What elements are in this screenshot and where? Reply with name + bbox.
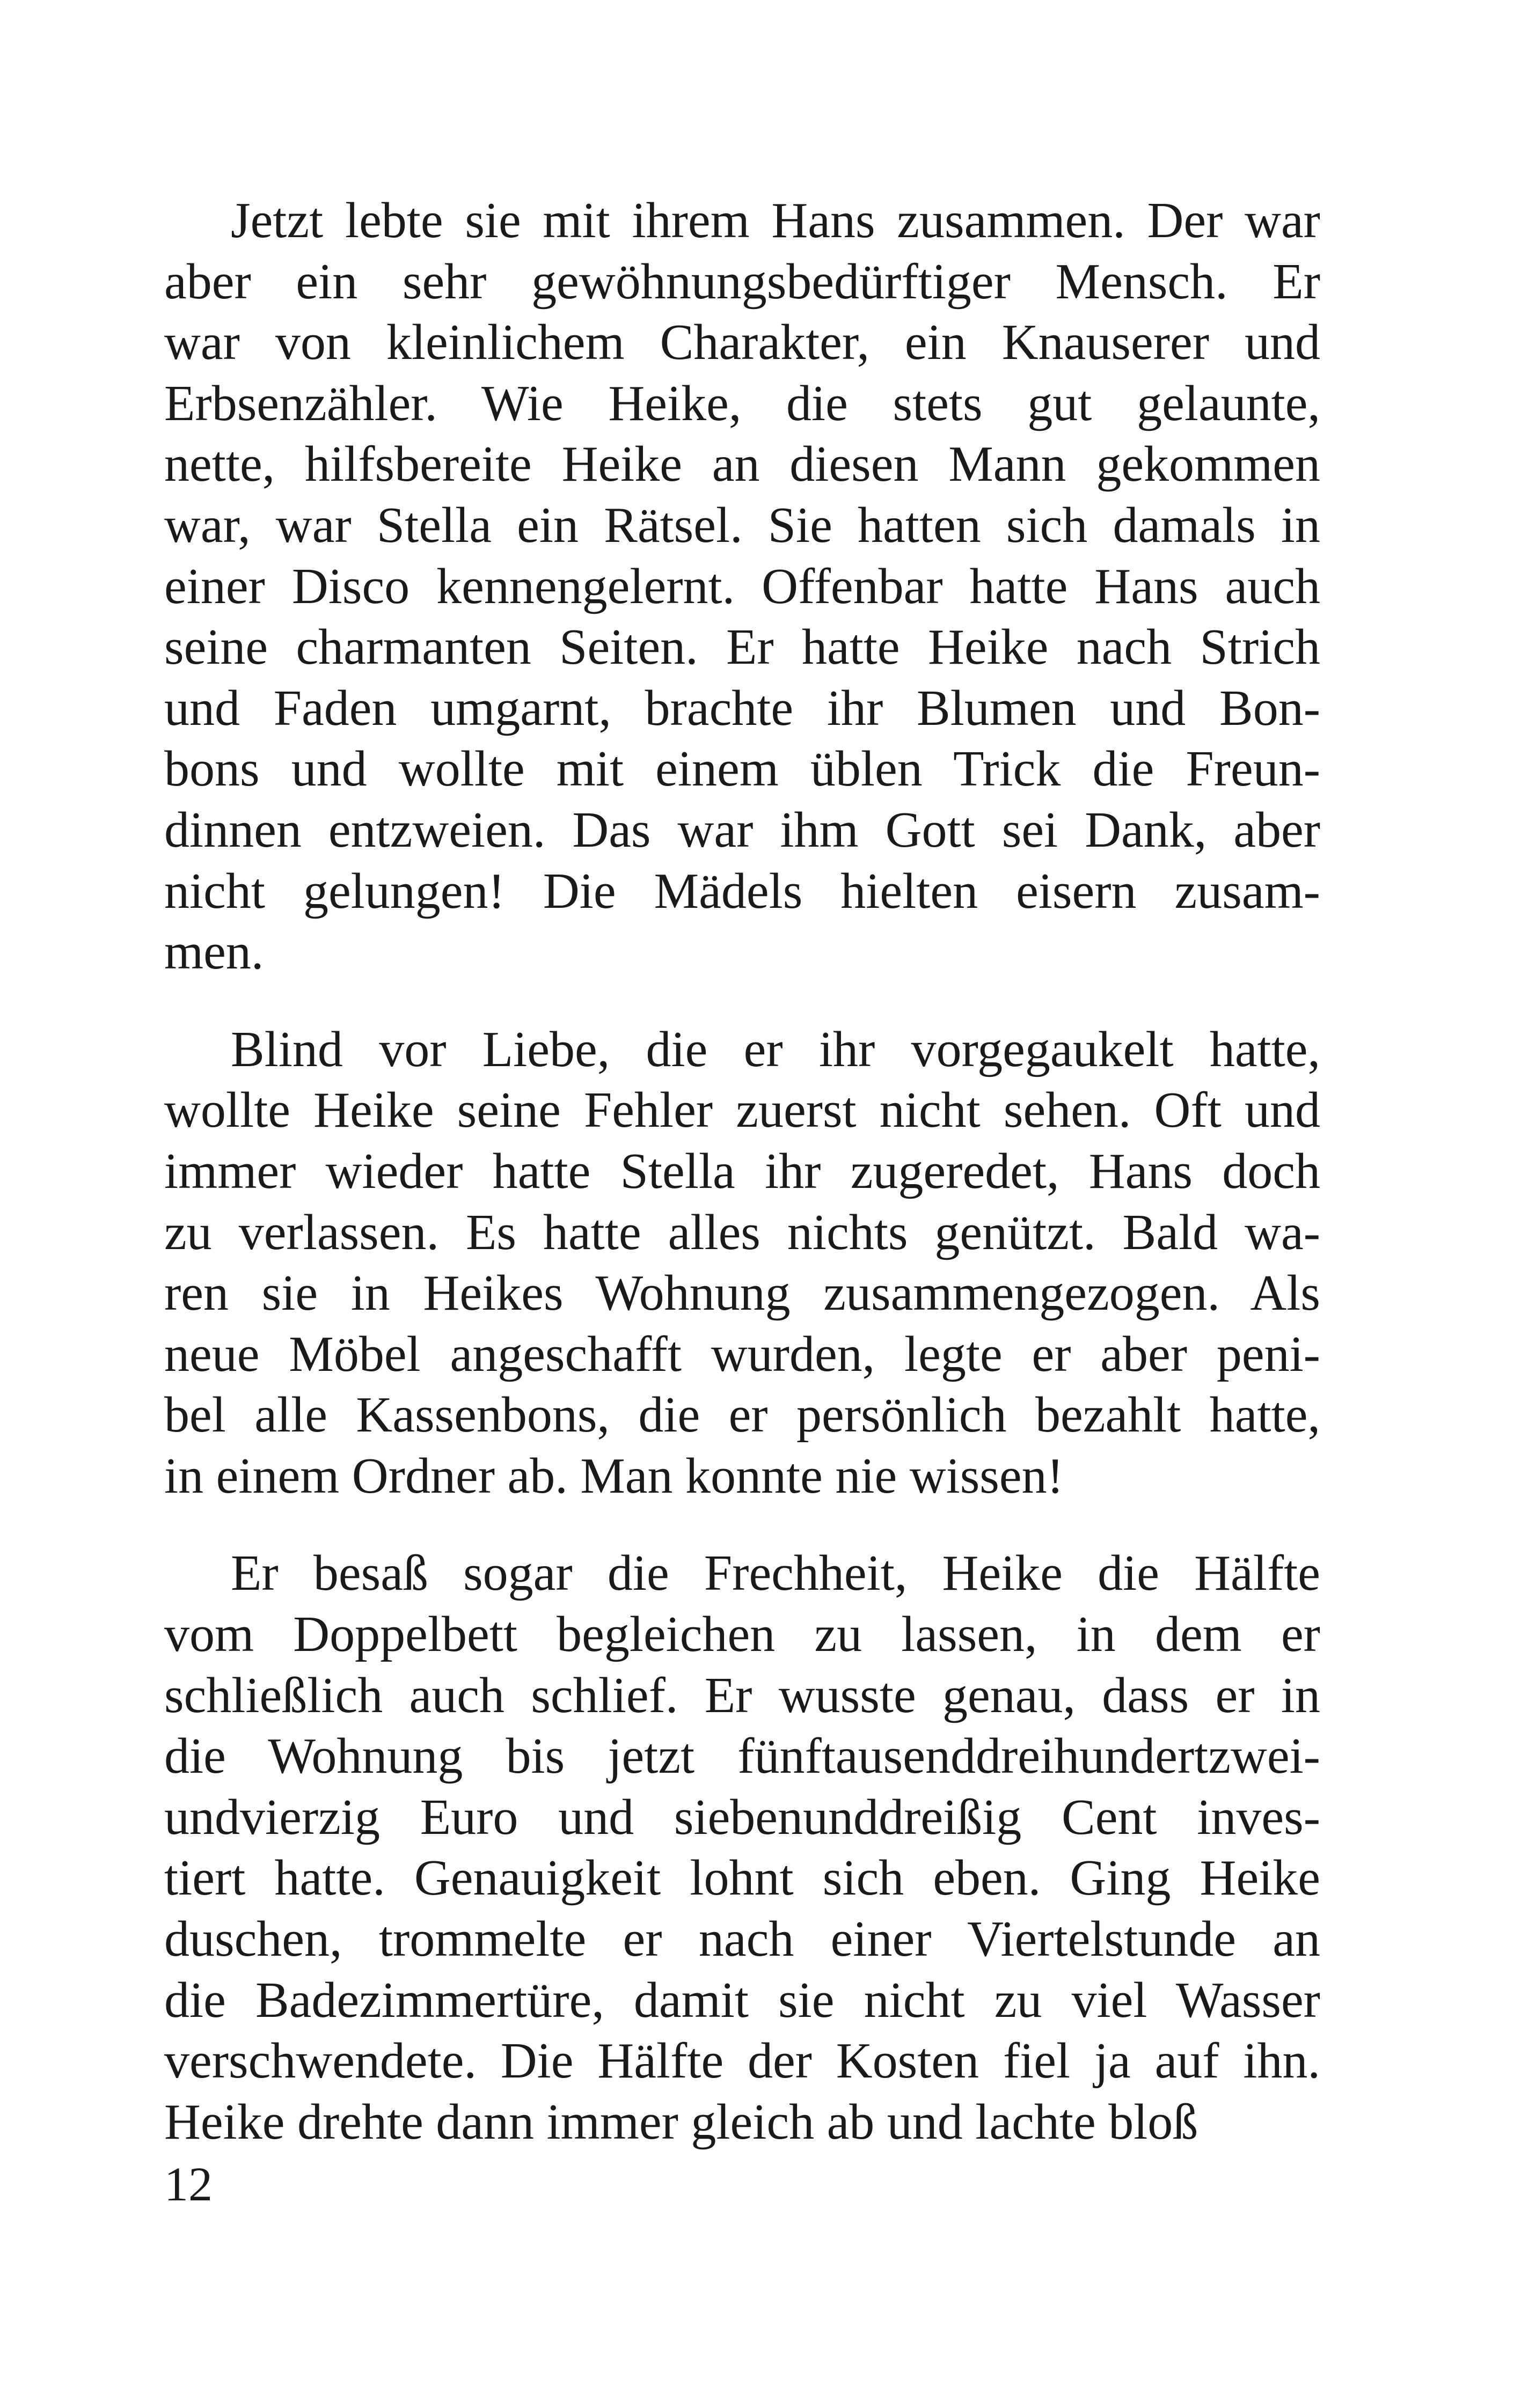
page-number: 12 — [164, 2158, 213, 2211]
text-line: einer Disco kennengelernt. Offenbar hatte Hans auch — [164, 558, 1320, 614]
text-line: neue Möbel angeschafft wurden, legte er aber peni- — [164, 1326, 1320, 1382]
text-line: dinnen entzweien. Das war ihm Gott sei Dank, aber — [164, 802, 1320, 858]
text-line: die Badezimmertüre, damit sie nicht zu viel Wasser — [164, 1972, 1320, 2028]
text-line: ren sie in Heikes Wohnung zusammengezogen. Als — [164, 1265, 1320, 1322]
text-line: immer wieder hatte Stella ihr zugeredet, Hans doch — [164, 1143, 1320, 1199]
text-line: zu verlassen. Es hatte alles nichts genützt. Bald wa- — [164, 1204, 1320, 1260]
text-line: men. — [164, 924, 264, 980]
text-line: die Wohnung bis jetzt fünftausenddreihundertzwei- — [164, 1728, 1320, 1785]
text-line: aber ein sehr gewöhnungsbedürftiger Mensch. Er — [164, 253, 1320, 310]
text-line: tiert hatte. Genauigkeit lohnt sich eben. Ging Heike — [164, 1850, 1320, 1906]
text-line: war von kleinlichem Charakter, ein Knauserer und — [164, 314, 1320, 371]
text-line: vom Doppelbett begleichen zu lassen, in dem er — [164, 1606, 1320, 1663]
text-line: Erbsenzähler. Wie Heike, die stets gut gelaunte, — [164, 375, 1320, 431]
text-line: bons und wollte mit einem üblen Trick die Freun- — [164, 741, 1320, 797]
text-line: seine charmanten Seiten. Er hatte Heike nach Strich — [164, 619, 1320, 676]
text-line: und Faden umgarnt, brachte ihr Blumen und Bon- — [164, 680, 1320, 736]
text-line: nicht gelungen! Die Mädels hielten eisern zusam- — [164, 863, 1320, 919]
text-line: wollte Heike seine Fehler zuerst nicht sehen. Oft und — [164, 1082, 1320, 1139]
text-line: verschwendete. Die Hälfte der Kosten fiel ja auf ihn. — [164, 2033, 1320, 2089]
text-line: bel alle Kassenbons, die er persönlich bezahlt hatte, — [164, 1387, 1320, 1443]
paragraph-2 — [164, 1019, 1320, 1507]
text-line: Er besaß sogar die Frechheit, Heike die Hälfte — [231, 1545, 1320, 1602]
page-body — [164, 190, 1320, 2189]
text-line: Jetzt lebte sie mit ihrem Hans zusammen. Der war — [231, 193, 1320, 248]
paragraph-3 — [164, 1543, 1320, 2153]
text-line: Heike drehte dann immer gleich ab und lachte bloß — [164, 2094, 1198, 2150]
text-line: in einem Ordner ab. Man konnte nie wissen! — [164, 1448, 1064, 1504]
text-line: undvierzig Euro und siebenunddreißig Cent inves- — [164, 1789, 1320, 1845]
text-line: schließlich auch schlief. Er wusste genau, dass er in — [164, 1667, 1320, 1723]
text-line: war, war Stella ein Rätsel. Sie hatten sich damals in — [164, 497, 1320, 553]
text-line: Blind vor Liebe, die er ihr vorgegaukelt hatte, — [231, 1021, 1320, 1077]
paragraph-1 — [164, 190, 1320, 983]
text-line: nette, hilfsbereite Heike an diesen Mann gekommen — [164, 436, 1320, 493]
text-line: duschen, trommelte er nach einer Viertelstunde an — [164, 1911, 1320, 1967]
